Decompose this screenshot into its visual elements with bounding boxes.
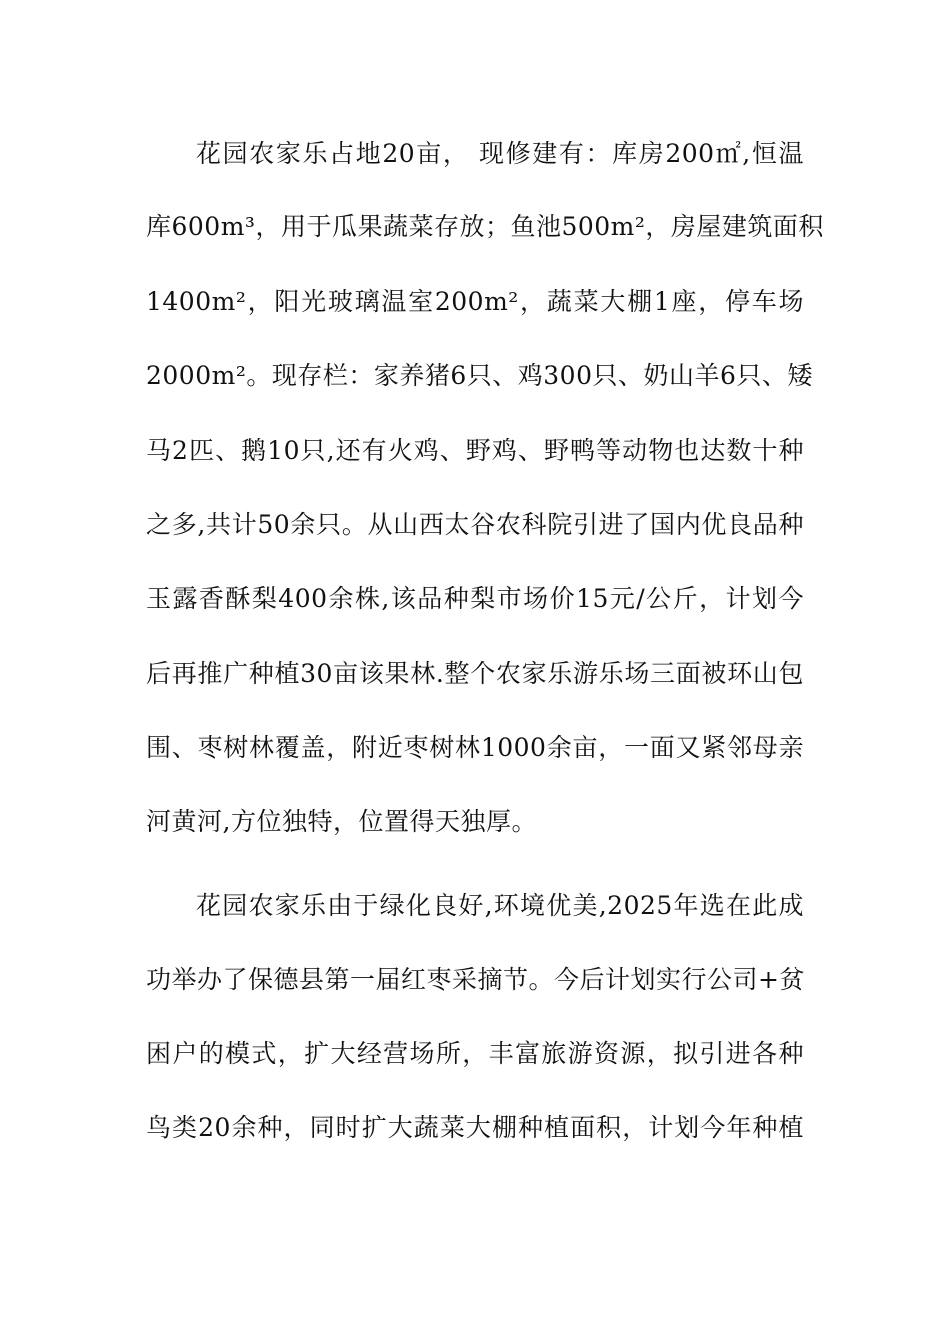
paragraph-1-line-1: 花园农家乐占地20亩， 现修建有：库房200㎡,恒温 [196,139,804,168]
paragraph-1-line-8: 后再推广种植30亩该果林.整个农家乐游乐场三面被环山包 [146,659,804,688]
paragraph-1-line-9: 围、枣树林覆盖，附近枣树林1000余亩，一面又紧邻母亲 [146,733,804,762]
paragraph-2-line-4: 鸟类20余种，同时扩大蔬菜大棚种植面积，计划今年种植 [146,1113,804,1142]
paragraph-1-line-5: 马2匹、鹅10只,还有火鸡、野鸡、野鸭等动物也达数十种 [146,436,804,465]
paragraph-1-line-10: 河黄河,方位独特，位置得天独厚。 [146,807,537,836]
paragraph-1-line-7: 玉露香酥梨400余株,该品种梨市场价15元/公斤，计划今 [146,584,804,613]
paragraph-2-line-2: 功举办了保德县第一届红枣采摘节。今后计划实行公司+贫 [146,965,805,994]
paragraph-1-line-3: 1400m²，阳光玻璃温室200m²，蔬菜大棚1座，停车场 [146,287,804,316]
paragraph-2-line-1: 花园农家乐由于绿化良好,环境优美,2025年选在此成 [196,891,804,920]
paragraph-1-line-6: 之多,共计50余只。从山西太谷农科院引进了国内优良品种 [146,510,804,539]
paragraph-1-line-4: 2000m²。现存栏：家养猪6只、鸡300只、奶山羊6只、矮 [146,361,813,390]
paragraph-2-line-3: 困户的模式，扩大经营场所，丰富旅游资源，拟引进各种 [146,1039,804,1068]
paragraph-1-line-2: 库600m³，用于瓜果蔬菜存放；鱼池500m²，房屋建筑面积 [146,212,824,241]
